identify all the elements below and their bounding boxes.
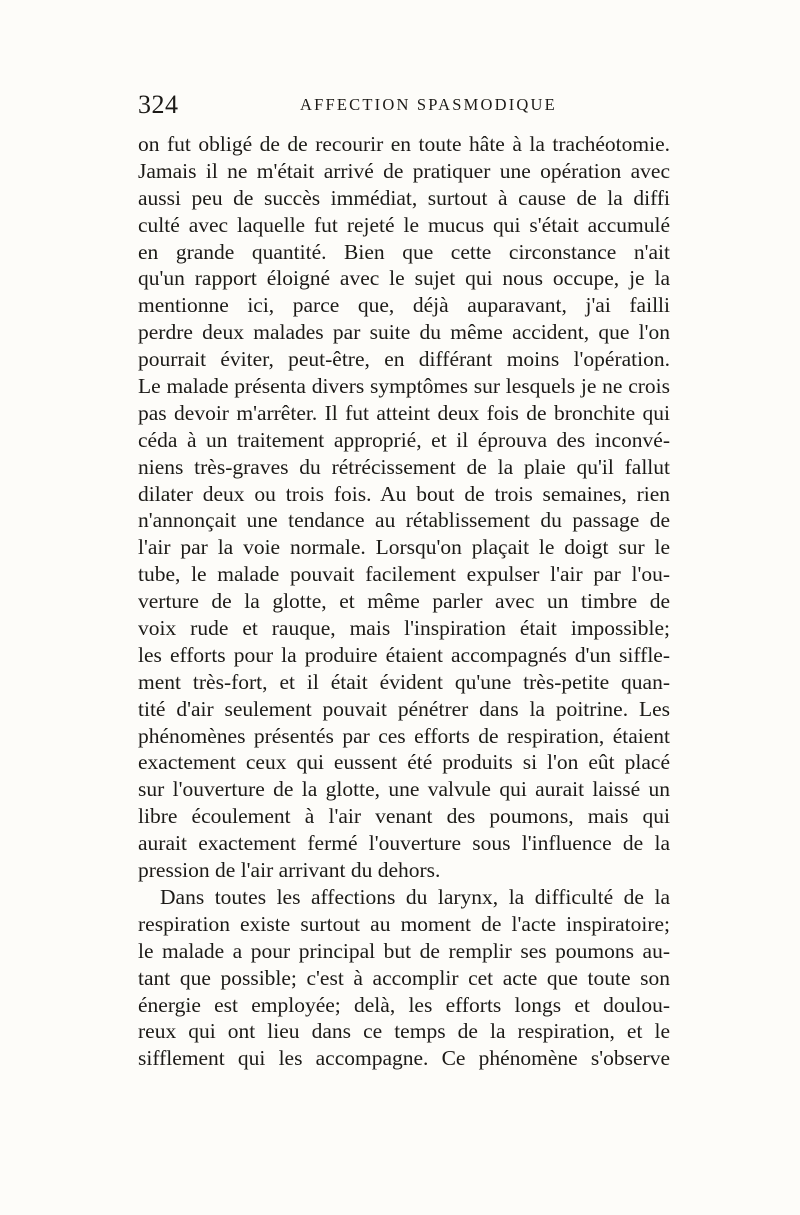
text-line: sur l'ouverture de la glotte, une valvule qui aurait laissé un bbox=[138, 777, 670, 802]
text-line: Le malade présenta divers symptômes sur lesquels je ne crois bbox=[138, 374, 670, 399]
text-line: le malade a pour principal but de remplir ses poumons au- bbox=[138, 938, 670, 963]
paragraph-2 bbox=[138, 884, 670, 1072]
text-line: niens très-graves du rétrécissement de la plaie qu'il fallut bbox=[138, 454, 670, 479]
running-head: AFFECTION SPASMODIQUE bbox=[300, 95, 557, 114]
text-line: Jamais il ne m'était arrivé de pratiquer une opération avec bbox=[138, 158, 670, 183]
page-header bbox=[138, 88, 670, 122]
text-line: on fut obligé de de recourir en toute hâte à la trachéotomie. bbox=[138, 132, 670, 156]
text-line: ment très-fort, et il était évident qu'une très-petite quan- bbox=[138, 669, 670, 694]
text-line: n'annonçait une tendance au rétablissement du passage de bbox=[138, 508, 670, 533]
page-number: 324 bbox=[138, 90, 179, 119]
text-line: dilater deux ou trois fois. Au bout de trois semaines, rien bbox=[138, 481, 670, 506]
text-line: sifflement qui les accompagne. Ce phénomène s'observe bbox=[138, 1046, 670, 1071]
text-line: énergie est employée; delà, les efforts longs et doulou- bbox=[138, 992, 670, 1017]
text-line: pas devoir m'arrêter. Il fut atteint deux fois de bronchite qui bbox=[138, 400, 670, 425]
text-line: les efforts pour la produire étaient accompagnés d'un siffle- bbox=[138, 642, 670, 667]
text-line: verture de la glotte, et même parler avec un timbre de bbox=[138, 589, 670, 614]
text-line: tant que possible; c'est à accomplir cet acte que toute son bbox=[138, 965, 670, 990]
text-line: Dans toutes les affections du larynx, la difficulté de la bbox=[160, 884, 670, 909]
text-line: aussi peu de succès immédiat, surtout à cause de la diffi bbox=[138, 185, 670, 210]
text-line: tité d'air seulement pouvait pénétrer dans la poitrine. Les bbox=[138, 696, 670, 721]
text-line: céda à un traitement approprié, et il éprouva des inconvé- bbox=[138, 427, 670, 452]
text-line: libre écoulement à l'air venant des poumons, mais qui bbox=[138, 804, 670, 829]
text-line: aurait exactement fermé l'ouverture sous l'influence de la bbox=[138, 831, 670, 856]
text-line: pourrait éviter, peut-être, en différant moins l'opération. bbox=[138, 347, 670, 372]
text-line: exactement ceux qui eussent été produits si l'on eût placé bbox=[138, 750, 670, 775]
text-line: qu'un rapport éloigné avec le sujet qui nous occupe, je la bbox=[138, 266, 670, 291]
text-line: perdre deux malades par suite du même accident, que l'on bbox=[138, 320, 670, 345]
text-line: mentionne ici, parce que, déjà auparavant, j'ai failli bbox=[138, 293, 670, 318]
text-line: l'air par la voie normale. Lorsqu'on plaçait le doigt sur le bbox=[138, 535, 670, 560]
text-line: pression de l'air arrivant du dehors. bbox=[138, 858, 441, 883]
text-line: en grande quantité. Bien que cette circonstance n'ait bbox=[138, 239, 670, 264]
text-line: phénomènes présentés par ces efforts de respiration, étaient bbox=[138, 723, 670, 748]
text-line: voix rude et rauque, mais l'inspiration était impossible; bbox=[138, 616, 670, 641]
text-line: tube, le malade pouvait facilement expulser l'air par l'ou- bbox=[138, 562, 670, 587]
text-line: reux qui ont lieu dans ce temps de la respiration, et le bbox=[138, 1019, 670, 1044]
text-line: culté avec laquelle fut rejeté le mucus qui s'était accumulé bbox=[138, 212, 670, 237]
body-text bbox=[138, 131, 670, 1072]
text-line: respiration existe surtout au moment de l'acte inspiratoire; bbox=[138, 911, 670, 936]
paragraph-1 bbox=[138, 131, 670, 884]
